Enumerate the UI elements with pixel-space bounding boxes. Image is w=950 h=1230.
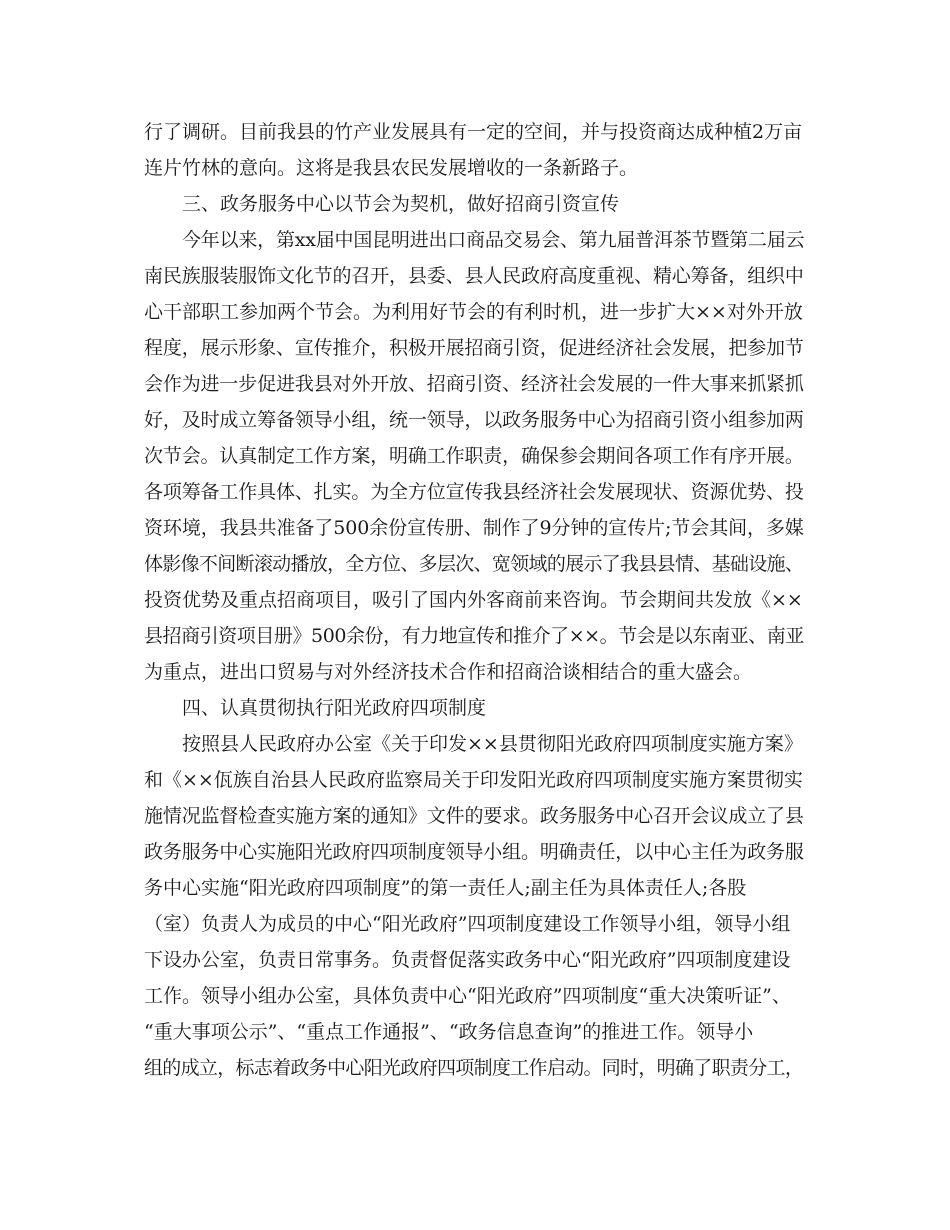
text-line: 投资优势及重点招商项目，吸引了国内外客商前来咨询。节会期间共发放《××: [144, 589, 803, 611]
text-line: 会作为进一步促进我县对外开放、招商引资、经济社会发展的一件大事来抓紧抓: [144, 373, 804, 395]
text-line: 四、认真贯彻执行阳光政府四项制度: [182, 697, 487, 719]
text-line: 连片竹林的意向。这将是我县农民发展增收的一条新路子。: [144, 157, 639, 179]
text-line: 按照县人民政府办公室《关于印发××县贯彻阳光政府四项制度实施方案》: [182, 733, 803, 755]
text-line: 行了调研。目前我县的竹产业发展具有一定的空间，并与投资商达成种植2万亩: [144, 121, 803, 143]
text-line: 南民族服装服饰文化节的召开，县委、县人民政府高度重视、精心筹备，组织中: [144, 265, 804, 287]
text-line: 好，及时成立筹备领导小组，统一领导，以政务服务中心为招商引资小组参加两: [144, 409, 804, 431]
text-line: 下设办公室，负责日常事务。负责督促落实政务中心“阳光政府”四项制度建设: [144, 949, 791, 971]
text-line: 工作。领导小组办公室，具体负责中心“阳光政府”四项制度“重大决策听证”、: [144, 985, 791, 1007]
document-body: [144, 114, 804, 1086]
text-line: “重大事项公示”、“重点工作通报”、“政务信息查询”的推进工作。领导小: [144, 1021, 754, 1043]
text-line: 和《××佤族自治县人民政府监察局关于印发阳光政府四项制度实施方案贯彻实: [144, 769, 803, 791]
text-line: 今年以来，第xx届中国昆明进出口商品交易会、第九届普洱茶节暨第二届云: [182, 229, 805, 251]
text-line: 次节会。认真制定工作方案，明确工作职责，确保参会期间各项工作有序开展。: [144, 445, 804, 467]
text-line: 施情况监督检查实施方案的通知》文件的要求。政务服务中心召开会议成立了县: [144, 805, 804, 827]
text-line: 务中心实施“阳光政府四项制度”的第一责任人;副主任为具体责任人;各股: [144, 877, 747, 899]
text-line: 县招商引资项目册》500余份，有力地宣传和推介了××。节会是以东南亚、南亚: [144, 625, 804, 647]
text-line: 资环境，我县共准备了500余份宣传册、制作了9分钟的宣传片;节会其间，多媒: [144, 517, 804, 539]
text-line: 体影像不间断滚动播放，全方位、多层次、宽领域的展示了我县县情、基础设施、: [144, 553, 804, 575]
text-line: 程度，展示形象、宣传推介，积极开展招商引资，促进经济社会发展，把参加节: [144, 337, 804, 359]
text-line: 政务服务中心实施阳光政府四项制度领导小组。明确责任，以中心主任为政务服: [144, 841, 804, 863]
text-line: 组的成立，标志着政务中心阳光政府四项制度工作启动。同时，明确了职责分工，: [144, 1057, 804, 1079]
text-line: （室）负责人为成员的中心“阳光政府”四项制度建设工作领导小组，领导小组: [144, 913, 791, 935]
text-line: 为重点，进出口贸易与对外经济技术合作和招商洽谈相结合的重大盛会。: [144, 661, 753, 683]
text-line: 心干部职工参加两个节会。为利用好节会的有利时机，进一步扩大××对外开放: [144, 301, 803, 323]
text-line: 各项筹备工作具体、扎实。为全方位宣传我县经济社会发展现状、资源优势、投: [144, 481, 804, 503]
text-line: 三、政务服务中心以节会为契机，做好招商引资宣传: [182, 193, 620, 215]
